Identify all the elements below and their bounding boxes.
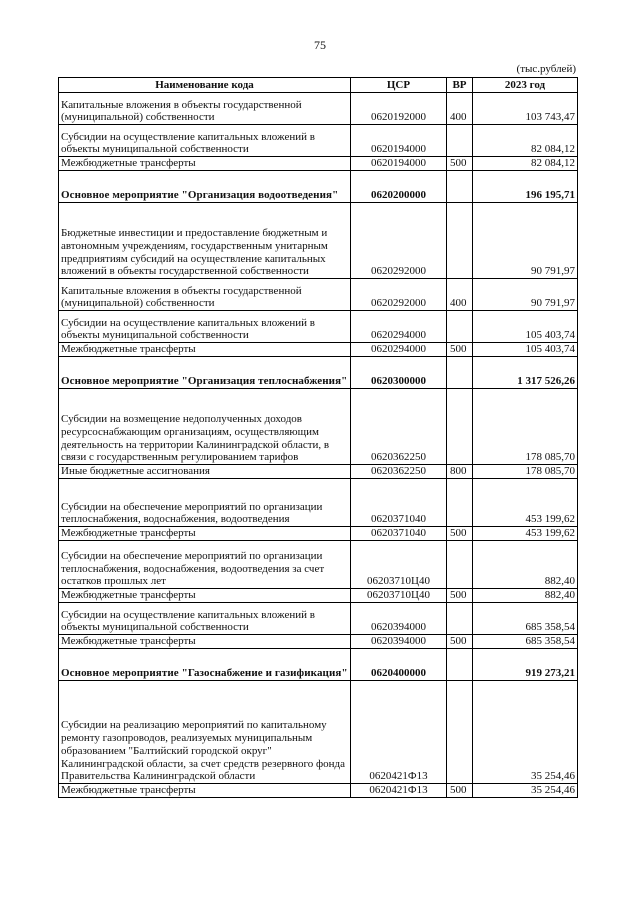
cell-sum: 178 085,70 [473, 465, 578, 479]
cell-sum: 919 273,21 [473, 649, 578, 681]
cell-sum: 882,40 [473, 589, 578, 603]
cell-sum: 685 358,54 [473, 603, 578, 635]
cell-sum: 105 403,74 [473, 311, 578, 343]
cell-name: Субсидии на возмещение недополученных доходов ресурсоснабжающим организациям, осуществляющим деятельность на территории Калининградской области, в связи с государственным регулированием тарифов [59, 389, 351, 465]
section-row [59, 171, 578, 203]
table-row [59, 635, 578, 649]
cell-vr: 500 [447, 589, 473, 603]
cell-csr: 0620371040 [351, 527, 447, 541]
section-row [59, 649, 578, 681]
cell-csr: 0620400000 [351, 649, 447, 681]
cell-sum: 103 743,47 [473, 93, 578, 125]
cell-vr [447, 649, 473, 681]
cell-vr [447, 311, 473, 343]
cell-name: Бюджетные инвестиции и предоставление бюджетным и автономным учреждениям, государственным унитарным предприятиям субсидий на осуществление капитальных вложений в объекты государственной собственности [59, 203, 351, 279]
section-row [59, 357, 578, 389]
cell-csr: 0620294000 [351, 343, 447, 357]
cell-name: Субсидии на осуществление капитальных вложений в объекты муниципальной собственности [59, 603, 351, 635]
cell-vr [447, 389, 473, 465]
cell-vr [447, 603, 473, 635]
table-row [59, 681, 578, 784]
cell-sum: 35 254,46 [473, 681, 578, 784]
table-row [59, 203, 578, 279]
cell-csr: 0620362250 [351, 389, 447, 465]
cell-name: Межбюджетные трансферты [59, 589, 351, 603]
cell-csr: 0620200000 [351, 171, 447, 203]
cell-name: Основное мероприятие "Газоснабжение и газификация" [59, 649, 351, 681]
cell-csr: 0620292000 [351, 203, 447, 279]
cell-vr [447, 479, 473, 527]
cell-csr: 0620371040 [351, 479, 447, 527]
table-row [59, 343, 578, 357]
cell-csr: 0620394000 [351, 603, 447, 635]
cell-vr: 500 [447, 157, 473, 171]
cell-csr: 0620421Ф13 [351, 784, 447, 798]
table-row [59, 527, 578, 541]
cell-vr: 800 [447, 465, 473, 479]
cell-vr [447, 357, 473, 389]
cell-vr [447, 203, 473, 279]
cell-vr [447, 541, 473, 589]
table-row [59, 603, 578, 635]
cell-csr: 0620192000 [351, 93, 447, 125]
cell-sum: 882,40 [473, 541, 578, 589]
cell-name: Субсидии на реализацию мероприятий по капитальному ремонту газопроводов, реализуемых муниципальным образованием "Балтийский городской округ" Калининградской области, за счет средств резервного фонда Правительства Калининградской области [59, 681, 351, 784]
table-row [59, 541, 578, 589]
cell-sum: 453 199,62 [473, 479, 578, 527]
cell-sum: 685 358,54 [473, 635, 578, 649]
cell-csr: 0620362250 [351, 465, 447, 479]
table-row [59, 93, 578, 125]
cell-csr: 06203710Ц40 [351, 589, 447, 603]
cell-vr [447, 681, 473, 784]
cell-csr: 06203710Ц40 [351, 541, 447, 589]
cell-name: Иные бюджетные ассигнования [59, 465, 351, 479]
cell-name: Субсидии на осуществление капитальных вложений в объекты муниципальной собственности [59, 311, 351, 343]
cell-sum: 196 195,71 [473, 171, 578, 203]
table-row [59, 784, 578, 798]
unit-note: (тыс.рублей) [516, 63, 576, 75]
budget-table [58, 77, 578, 798]
page-number: 75 [314, 38, 326, 52]
cell-csr: 0620194000 [351, 125, 447, 157]
cell-name: Межбюджетные трансферты [59, 343, 351, 357]
cell-vr: 500 [447, 784, 473, 798]
cell-vr: 400 [447, 93, 473, 125]
table-header-row [59, 78, 578, 93]
cell-csr: 0620421Ф13 [351, 681, 447, 784]
header-sum: 2023 год [473, 78, 578, 93]
cell-name: Межбюджетные трансферты [59, 157, 351, 171]
cell-sum: 82 084,12 [473, 125, 578, 157]
cell-sum: 1 317 526,26 [473, 357, 578, 389]
header-csr: ЦСР [351, 78, 447, 93]
table-row [59, 279, 578, 311]
cell-csr: 0620300000 [351, 357, 447, 389]
cell-vr [447, 125, 473, 157]
table-row [59, 389, 578, 465]
cell-csr: 0620294000 [351, 311, 447, 343]
cell-vr: 500 [447, 343, 473, 357]
cell-name: Субсидии на обеспечение мероприятий по организации теплоснабжения, водоснабжения, водоотведения за счет остатков прошлых лет [59, 541, 351, 589]
cell-vr: 500 [447, 635, 473, 649]
header-vr: ВР [447, 78, 473, 93]
cell-vr [447, 171, 473, 203]
cell-name: Межбюджетные трансферты [59, 784, 351, 798]
table-row [59, 465, 578, 479]
cell-name: Капитальные вложения в объекты государственной (муниципальной) собственности [59, 93, 351, 125]
cell-csr: 0620394000 [351, 635, 447, 649]
header-name: Наименование кода [59, 78, 351, 93]
cell-sum: 90 791,97 [473, 203, 578, 279]
table-row [59, 589, 578, 603]
cell-vr: 400 [447, 279, 473, 311]
cell-sum: 35 254,46 [473, 784, 578, 798]
table-body [59, 93, 578, 798]
table-row [59, 479, 578, 527]
cell-sum: 90 791,97 [473, 279, 578, 311]
cell-sum: 105 403,74 [473, 343, 578, 357]
cell-sum: 178 085,70 [473, 389, 578, 465]
cell-name: Капитальные вложения в объекты государственной (муниципальной) собственности [59, 279, 351, 311]
cell-sum: 82 084,12 [473, 157, 578, 171]
cell-sum: 453 199,62 [473, 527, 578, 541]
table-row [59, 311, 578, 343]
cell-name: Основное мероприятие "Организация теплоснабжения" [59, 357, 351, 389]
cell-name: Субсидии на обеспечение мероприятий по организации теплоснабжения, водоснабжения, водоотведения [59, 479, 351, 527]
cell-name: Основное мероприятие "Организация водоотведения" [59, 171, 351, 203]
cell-name: Субсидии на осуществление капитальных вложений в объекты муниципальной собственности [59, 125, 351, 157]
cell-csr: 0620194000 [351, 157, 447, 171]
cell-name: Межбюджетные трансферты [59, 527, 351, 541]
table-row [59, 157, 578, 171]
cell-csr: 0620292000 [351, 279, 447, 311]
table-row [59, 125, 578, 157]
cell-vr: 500 [447, 527, 473, 541]
cell-name: Межбюджетные трансферты [59, 635, 351, 649]
